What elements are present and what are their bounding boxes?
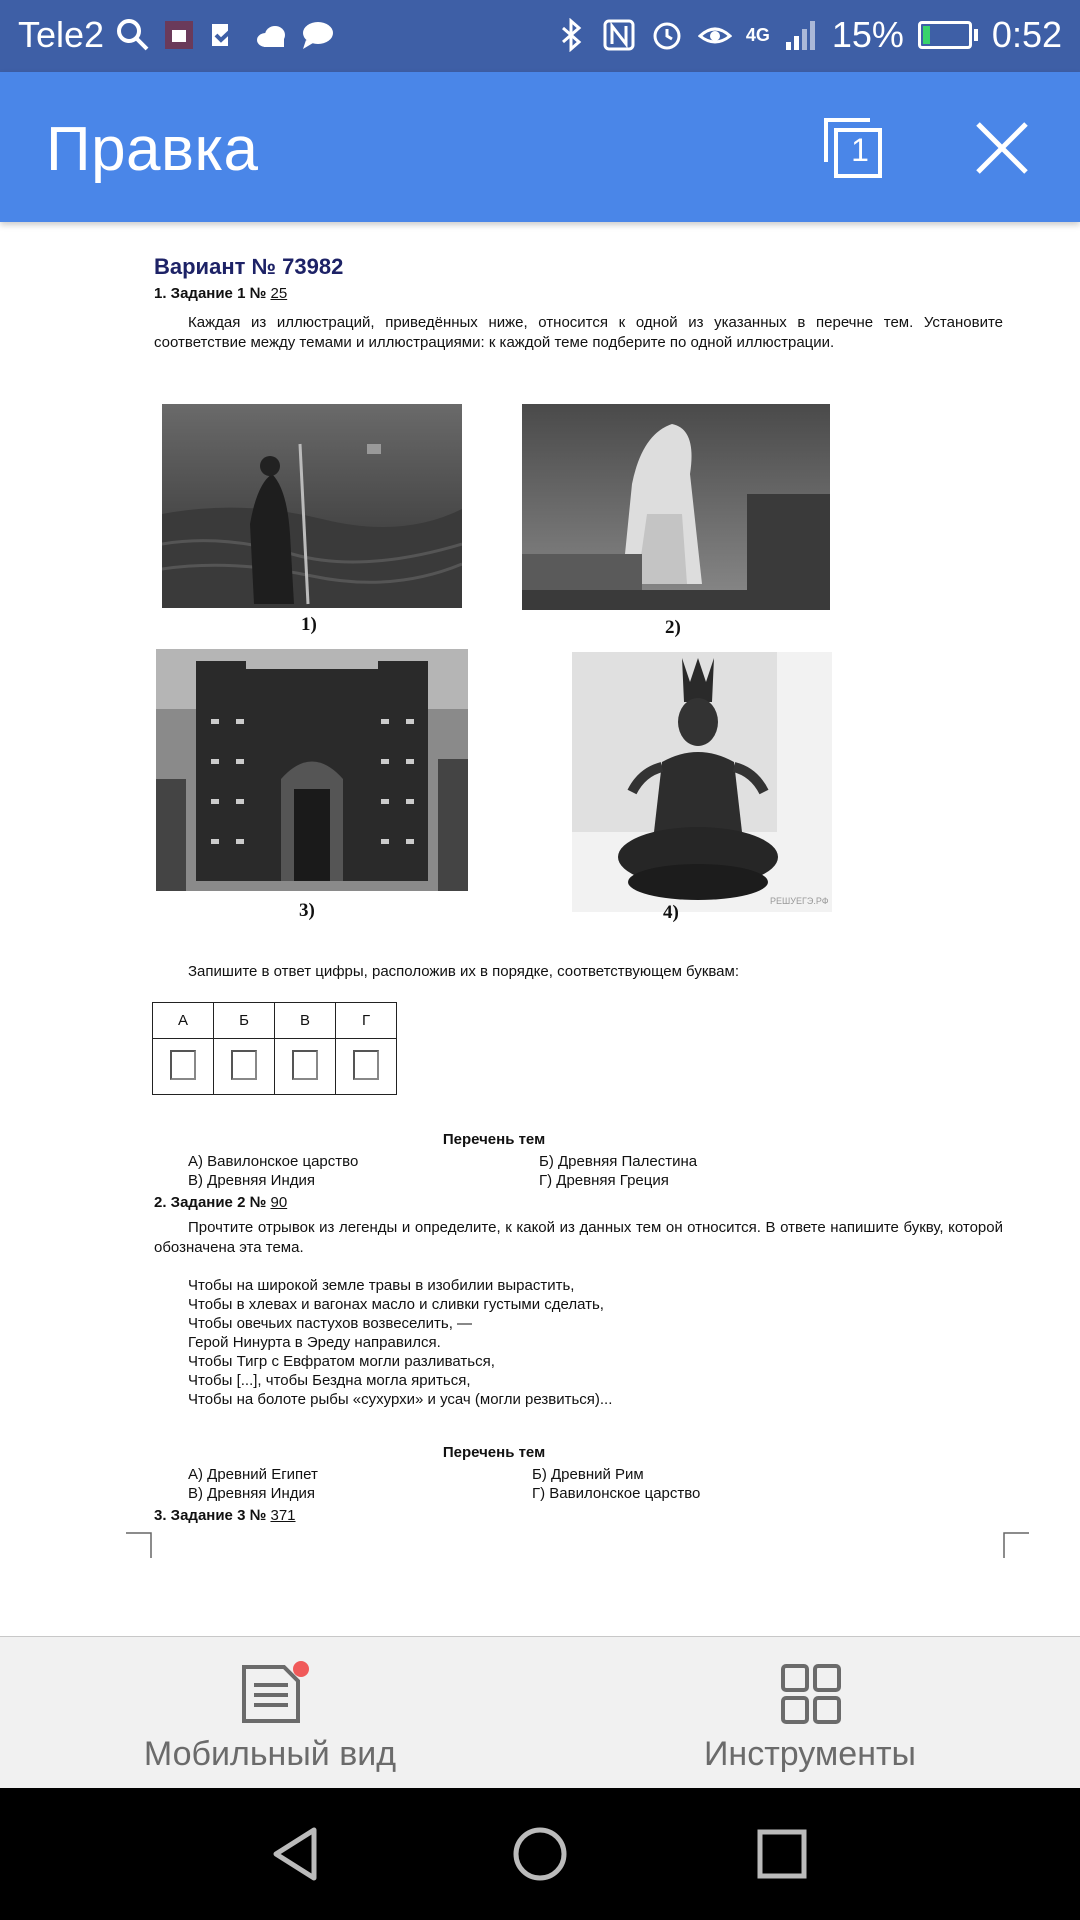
task-1-heading [154, 285, 287, 302]
home-icon[interactable] [510, 1824, 570, 1884]
illustration-1 [162, 404, 462, 608]
task-1-number-link[interactable]: 25 [270, 285, 288, 302]
nfc-icon [602, 18, 636, 52]
answer-header-b: Б [214, 1003, 275, 1039]
notification-dot [293, 1661, 309, 1677]
poem-line-5: Чтобы Тигр с Евфратом могли разливаться, [188, 1353, 495, 1370]
task-3-heading [154, 1507, 296, 1524]
task-1-topics-title: Перечень тем [442, 1131, 546, 1148]
network-type: 4G [745, 25, 770, 45]
tools-grid-icon [780, 1663, 842, 1725]
caption-4: 4) [663, 902, 679, 923]
alarm-icon [650, 18, 684, 52]
task-2-topic-v: В) Древняя Индия [188, 1485, 315, 1502]
answer-box-a[interactable] [170, 1050, 196, 1080]
mobile-view-button[interactable] [0, 1637, 540, 1789]
task-check-icon [208, 18, 242, 52]
task-2-topic-b: Б) Древний Рим [532, 1466, 644, 1483]
poem-line-6: Чтобы [...], чтобы Бездна могла яриться, [188, 1372, 471, 1389]
status-bar [0, 0, 1080, 72]
task-1-instruction: Запишите в ответ цифры, расположив их в порядке, соответствующем буквам: [188, 963, 740, 980]
app-notification-icon [162, 18, 196, 52]
task-2-heading [154, 1194, 287, 1211]
page-title: Правка [46, 115, 259, 184]
recent-apps-icon[interactable] [752, 1824, 812, 1884]
answer-box-v[interactable] [292, 1050, 318, 1080]
task-2-topic-a: А) Древний Египет [188, 1466, 318, 1483]
signal-icon [784, 18, 818, 52]
battery-icon [918, 21, 978, 49]
task-1-topic-a: А) Вавилонское царство [188, 1153, 359, 1170]
page-count: 1 [851, 132, 869, 168]
poem-line-2: Чтобы в хлевах и вагонах масло и сливки густыми сделать, [188, 1296, 604, 1313]
answer-header-a: А [153, 1003, 214, 1039]
task-3-prefix: 3. Задание 3 № [154, 1507, 271, 1524]
poem-line-3: Чтобы овечьих пастухов возвеселить, — [188, 1315, 473, 1332]
title-bar [0, 72, 1080, 222]
tools-button[interactable] [540, 1637, 1080, 1789]
bluetooth-icon [554, 18, 588, 52]
mobile-view-label: Мобильный вид [143, 1735, 397, 1773]
mobile-view-icon [240, 1663, 302, 1725]
watermark: РЕШУЕГЭ.РФ [770, 896, 829, 906]
task-2-prefix: 2. Задание 2 № [154, 1194, 271, 1211]
task-1-topic-v: В) Древняя Индия [188, 1172, 315, 1189]
battery-fill [923, 26, 930, 44]
caption-3: 3) [299, 900, 315, 921]
task-1-prefix: 1. Задание 1 № [154, 285, 271, 302]
poem-line-1: Чтобы на широкой земле травы в изобилии вырастить, [188, 1277, 575, 1294]
cloud-icon [254, 18, 288, 52]
eye-comfort-icon [698, 18, 732, 52]
task-2-number-link[interactable]: 90 [270, 1194, 288, 1211]
back-icon[interactable] [268, 1824, 328, 1884]
system-nav-bar [0, 1788, 1080, 1920]
task-2-topics-title: Перечень тем [442, 1444, 546, 1461]
answer-table [152, 1002, 397, 1095]
page-count-button[interactable] [820, 116, 884, 180]
answer-header-g: Г [336, 1003, 397, 1039]
bottom-toolbar [0, 1636, 1080, 1788]
task-3-number-link[interactable]: 371 [270, 1507, 296, 1524]
illustration-3 [156, 649, 468, 891]
carrier-name: Tele2 [18, 14, 105, 55]
illustration-4 [572, 652, 832, 912]
illustration-2 [522, 404, 830, 610]
answer-box-b[interactable] [231, 1050, 257, 1080]
battery-percent: 15% [831, 14, 904, 55]
task-2-topic-g: Г) Вавилонское царство [532, 1485, 701, 1502]
search-icon [116, 18, 150, 52]
caption-1: 1) [301, 614, 317, 635]
poem-line-7: Чтобы на болоте рыбы «сухурхи» и усач (могли резвиться)... [188, 1391, 613, 1408]
answer-box-g[interactable] [353, 1050, 379, 1080]
task-1-topic-g: Г) Древняя Греция [539, 1172, 669, 1189]
task-2-text: Прочтите отрывок из легенды и определите, к какой из данных тем он относится. В ответе напишите букву, которой обозначена эта тема. [154, 1219, 1003, 1256]
close-icon [974, 120, 1030, 176]
chat-bubble-icon [300, 18, 334, 52]
answer-header-v: В [275, 1003, 336, 1039]
task-1-topic-b: Б) Древняя Палестина [539, 1153, 698, 1170]
tools-label: Инструменты [703, 1735, 916, 1773]
task-1-text: Каждая из иллюстраций, приведённых ниже, относится к одной из указанных в перечне тем. Установите соответствие между темами и иллюстрациями: к каждой теме подберите по одной иллюстрации. [154, 314, 1003, 351]
crop-mark-right [1003, 1532, 1029, 1558]
close-button[interactable] [974, 120, 1030, 176]
caption-2: 2) [665, 617, 681, 638]
crop-mark-left [126, 1532, 152, 1558]
poem-line-4: Герой Нинурта в Эреду направился. [188, 1334, 441, 1351]
variant-title: Вариант № 73982 [154, 254, 344, 279]
clock: 0:52 [991, 14, 1062, 55]
